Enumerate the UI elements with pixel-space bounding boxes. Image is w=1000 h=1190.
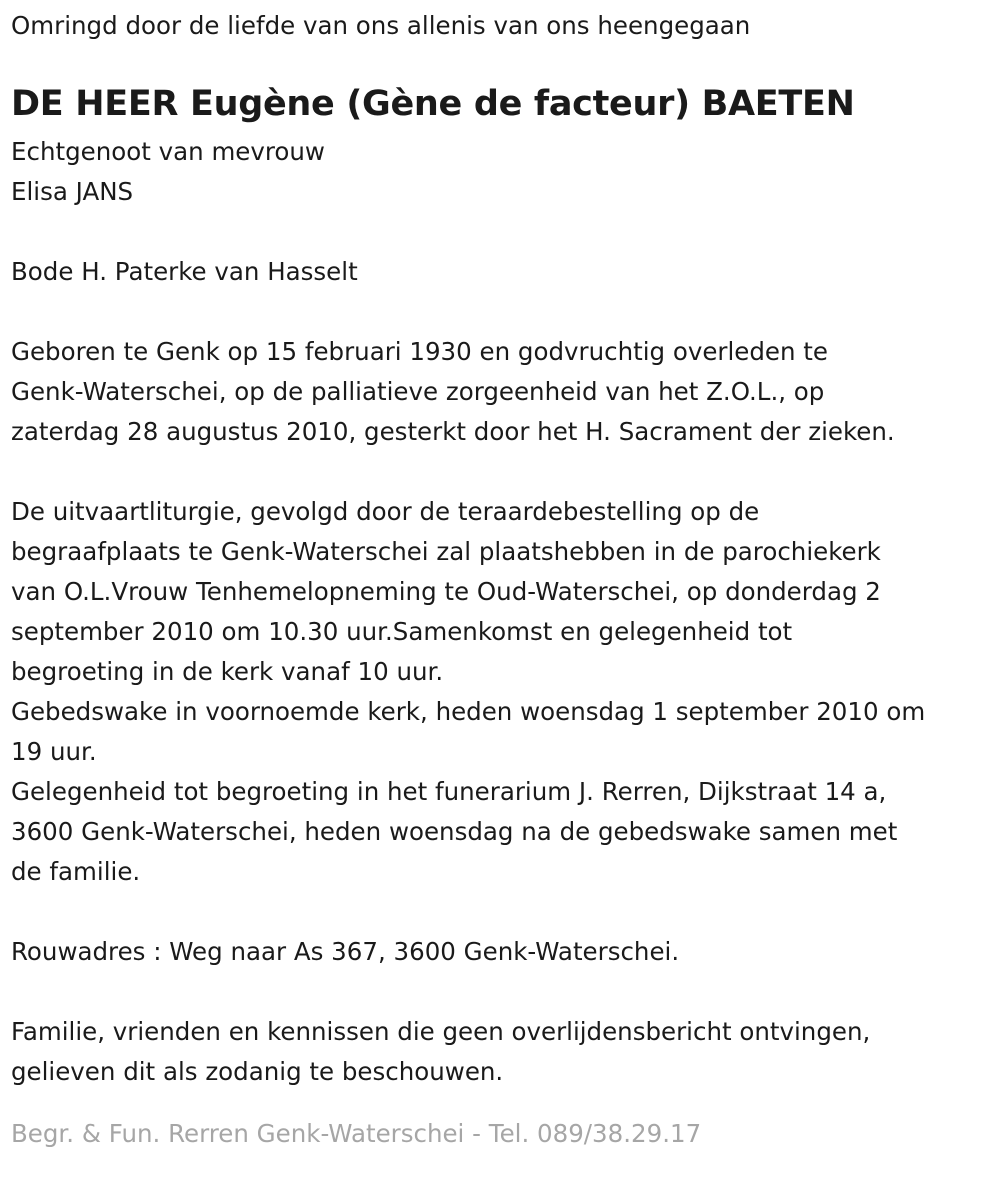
paragraph-line: september 2010 om 10.30 uur.Samenkomst en gelegenheid tot bbox=[11, 617, 793, 646]
funeral-paragraph bbox=[11, 492, 996, 892]
paragraph-line: begraafplaats te Genk-Waterschei zal plaatshebben in de parochiekerk bbox=[11, 537, 881, 566]
spouse-line: Echtgenoot van mevrouw bbox=[11, 137, 325, 166]
spacer bbox=[11, 972, 996, 1012]
paragraph-line: 19 uur. bbox=[11, 737, 97, 766]
paragraph-line: Gebedswake in voornoemde kerk, heden woensdag 1 september 2010 om bbox=[11, 697, 926, 726]
spacer bbox=[11, 292, 996, 332]
paragraph-line: Genk-Waterschei, op de palliatieve zorgeenheid van het Z.O.L., op bbox=[11, 377, 825, 406]
spouse-section bbox=[11, 132, 996, 212]
spacer bbox=[11, 212, 996, 252]
spacer bbox=[11, 892, 996, 932]
intro-text: Omringd door de liefde van ons allenis van ons heengegaan bbox=[11, 11, 751, 40]
spouse-name: Elisa JANS bbox=[11, 177, 134, 206]
birth-death-paragraph bbox=[11, 332, 996, 452]
association-text: Bode H. Paterke van Hasselt bbox=[11, 257, 358, 286]
death-notice bbox=[11, 6, 996, 1154]
spacer bbox=[11, 452, 996, 492]
paragraph-line: van O.L.Vrouw Tenhemelopneming te Oud-Waterschei, op donderdag 2 bbox=[11, 577, 881, 606]
funeral-home-footer: Begr. & Fun. Rerren Genk-Waterschei - Tel. 089/38.29.17 bbox=[11, 1119, 702, 1148]
paragraph-line: begroeting in de kerk vanaf 10 uur. bbox=[11, 657, 444, 686]
paragraph-line: De uitvaartliturgie, gevolgd door de teraardebestelling op de bbox=[11, 497, 760, 526]
paragraph-line: de familie. bbox=[11, 857, 141, 886]
closing-paragraph bbox=[11, 1012, 996, 1092]
paragraph-line: Geboren te Genk op 15 februari 1930 en godvruchtig overleden te bbox=[11, 337, 828, 366]
mourning-address: Rouwadres : Weg naar As 367, 3600 Genk-Waterschei. bbox=[11, 937, 680, 966]
paragraph-line: zaterdag 28 augustus 2010, gesterkt door het H. Sacrament der zieken. bbox=[11, 417, 895, 446]
paragraph-line: gelieven dit als zodanig te beschouwen. bbox=[11, 1057, 504, 1086]
deceased-name: DE HEER Eugène (Gène de facteur) BAETEN bbox=[11, 84, 855, 124]
paragraph-line: Familie, vrienden en kennissen die geen overlijdensbericht ontvingen, bbox=[11, 1017, 871, 1046]
paragraph-line: 3600 Genk-Waterschei, heden woensdag na de gebedswake samen met bbox=[11, 817, 898, 846]
paragraph-line: Gelegenheid tot begroeting in het funerarium J. Rerren, Dijkstraat 14 a, bbox=[11, 777, 887, 806]
